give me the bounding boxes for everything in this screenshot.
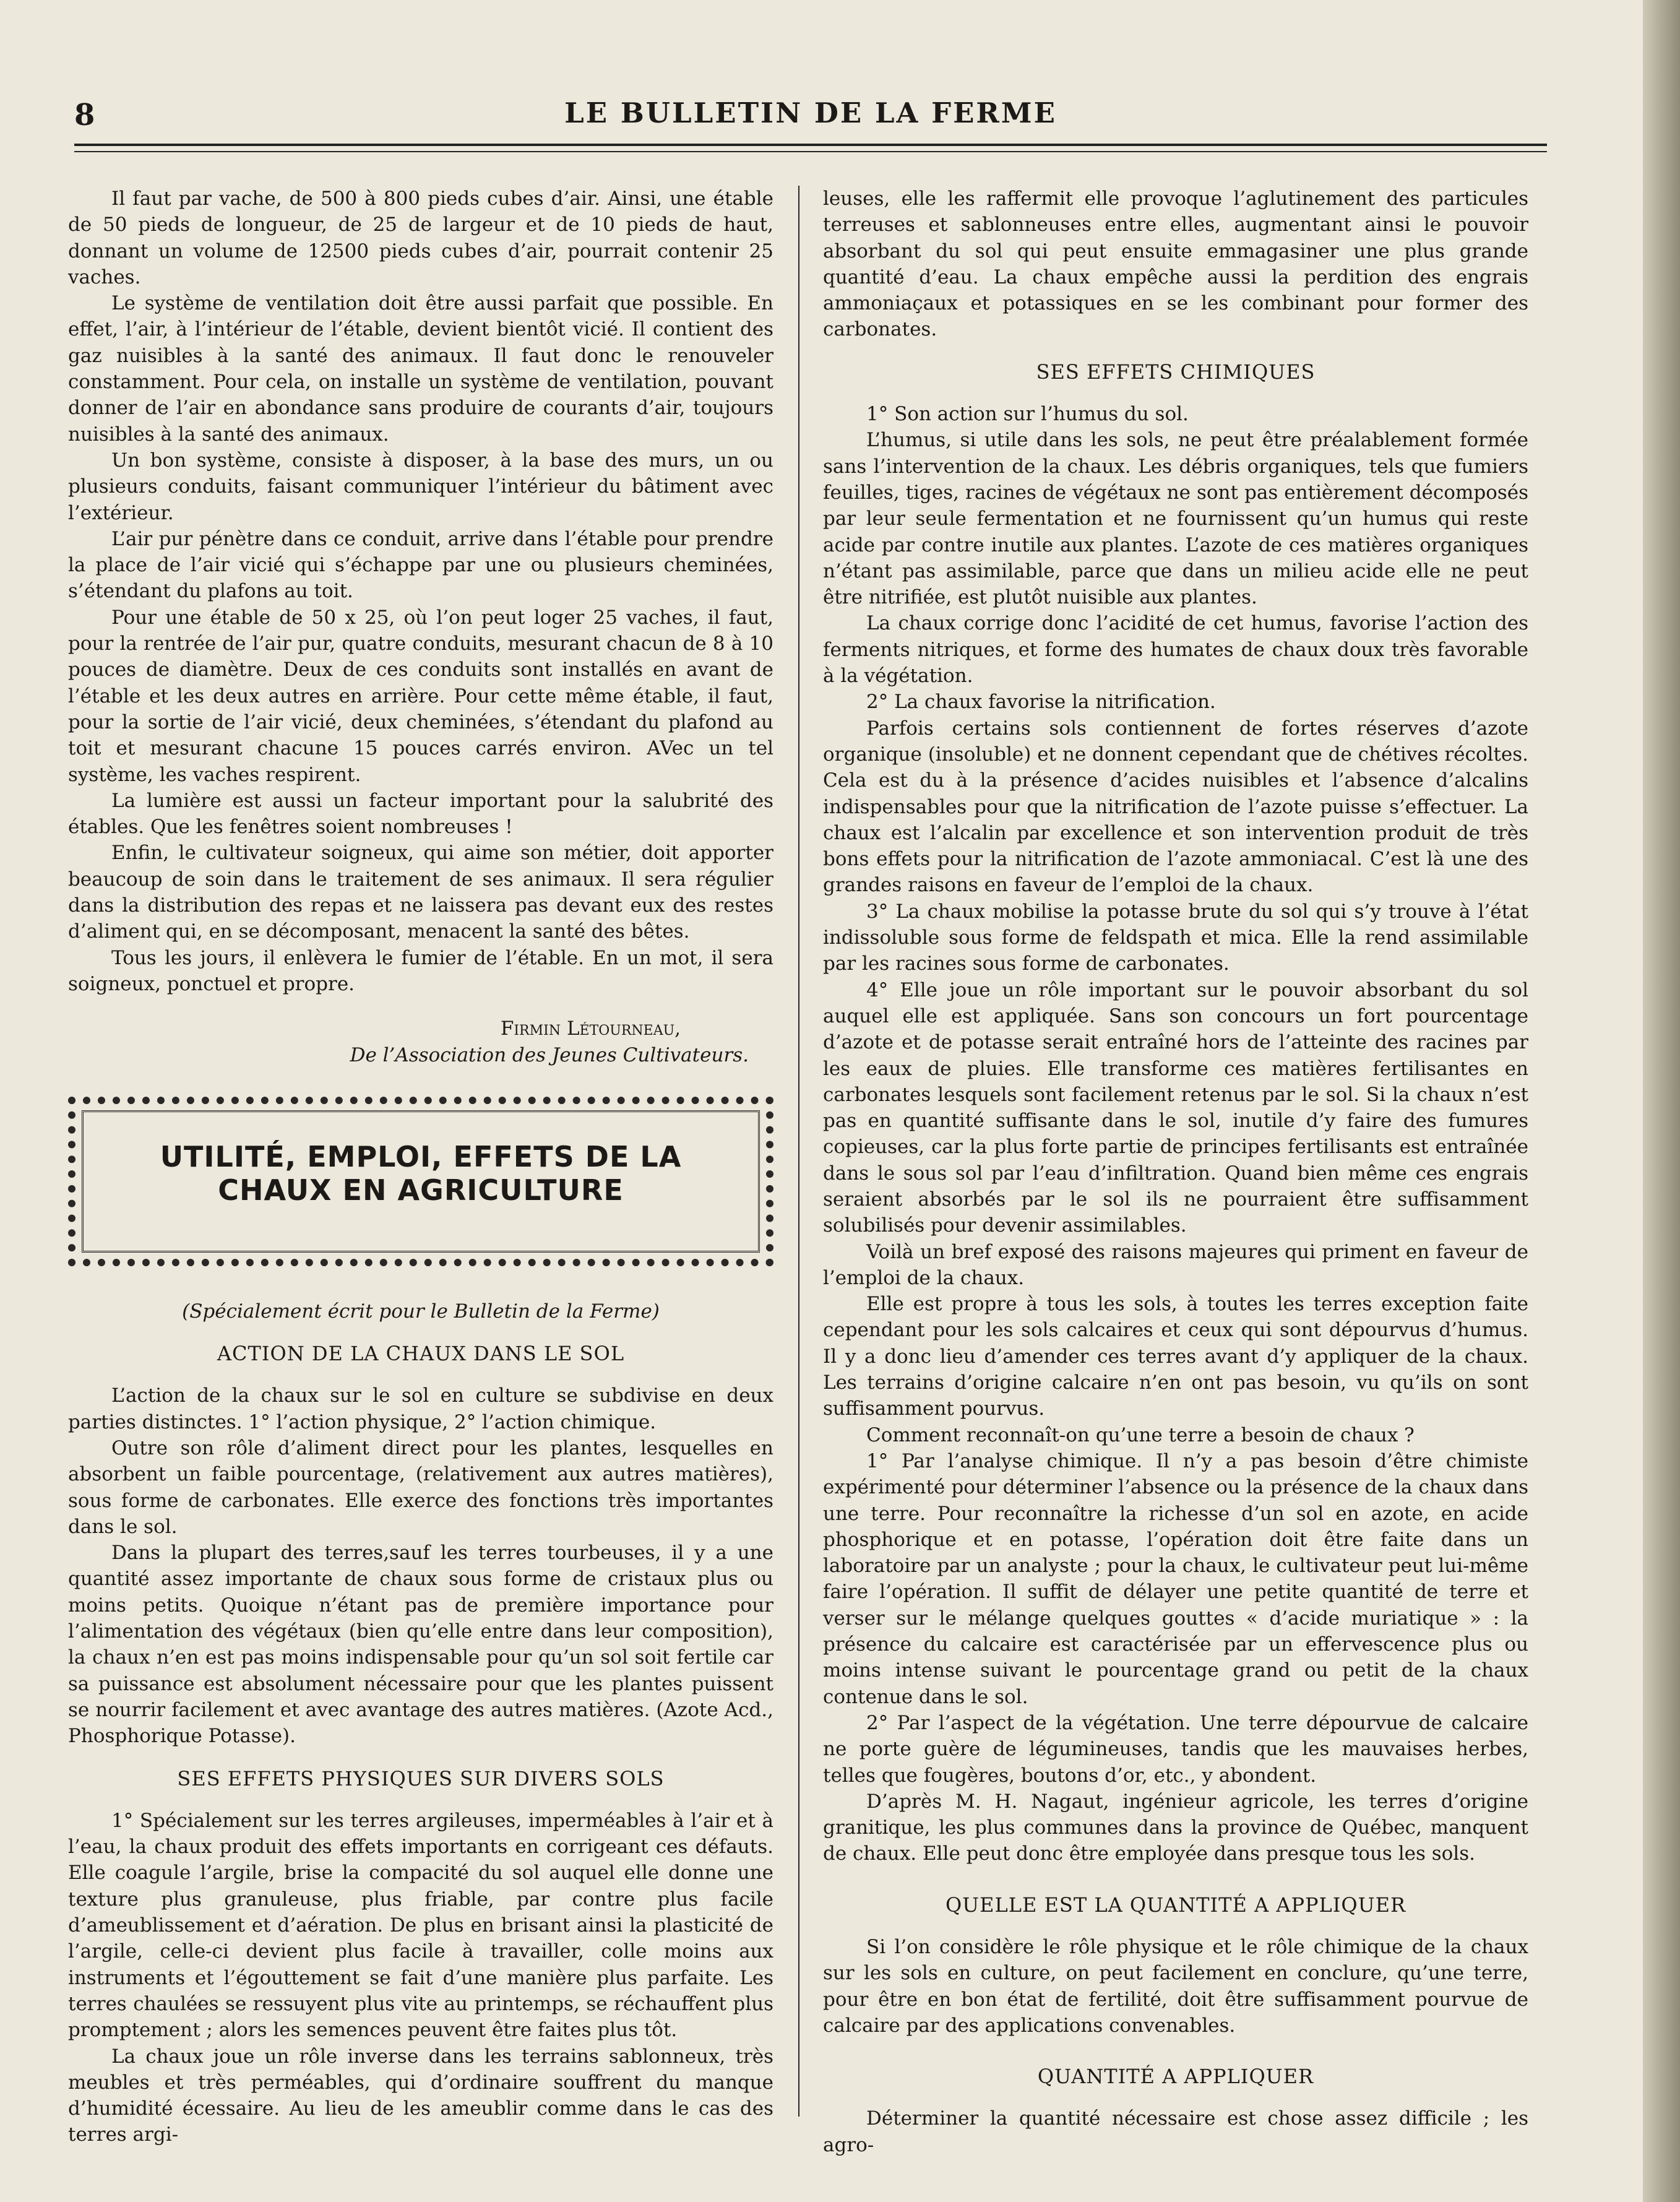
paragraph: Outre son rôle d’aliment direct pour les plantes, lesquelles en absorbent un faible pourcentage, (relativement aux autres matières), sous forme de carbonates. Elle exerce des fonctions très importantes dans le sol. — [68, 1436, 773, 1538]
paragraph: L’action de la chaux sur le sol en culture se subdivise en deux parties distinctes. 1° l’action physique, 2° l’action chimique. — [68, 1384, 773, 1433]
article-title-box — [68, 1097, 773, 1266]
column-divider — [798, 186, 799, 2117]
paragraph: D’après M. H. Nagaut, ingénieur agricole, les terres d’origine granitique, les plus communes dans la province de Québec, manquent de chaux. Elle peut donc être employée dans presque tous les sols. — [823, 1790, 1528, 1865]
paragraph: Voilà un bref exposé des raisons majeures qui priment en faveur de l’emploi de la chaux. — [823, 1240, 1528, 1289]
paragraph: 1° Par l’analyse chimique. Il n’y a pas besoin d’être chimiste expérimenté pour déterminer l’absence ou la présence de la chaux dans une terre. Pour reconnaître la richesse d’un sol en azote, en acide phosphorique et en potasse, l’opération doit être faite dans un laboratoire par un analyste ; pour la chaux, le cultivateur peut lui-même faire l’opération. Il suffit de délayer une petite quantité de terre et verser sur le mélange quelques gouttes « d’acide muriatique » : la présence du calcaire est caractérisée par un effervescence plus ou moins intense suivant le pourcentage grand ou petit de la chaux contenue dans le sol. — [823, 1449, 1528, 1708]
paragraph: La chaux joue un rôle inverse dans les terrains sablonneux, très meubles et très perméables, qui d’ordinaire souffrent du manque d’humidité écessaire. Au lieu de les ameublir comme dans le cas des terres argi- — [68, 2045, 773, 2146]
header-rule — [74, 144, 1547, 146]
paragraph: leuses, elle les raffermit elle provoque l’aglutinement des particules terreuses et sablonneuses entre elles, augmentant ainsi le pouvoir absorbant du sol qui peut ensuite emmagasiner une plus grande quantité d’eau. La chaux empêche aussi la perdition des engrais ammoniaçaux et potassiques en se les combinant pour former des carbonates. — [823, 188, 1528, 341]
binding-edge — [1643, 0, 1680, 2202]
paragraph: L’humus, si utile dans les sols, ne peut être préalablement formée sans l’intervention de la chaux. Les débris organiques, tels que fumiers feuilles, tiges, racines de végétaux ne sont pas entièrement décomposés par leur seule fermentation et ne fournissent qu’un humus qui reste acide par contre inutile aux plantes. L’azote de ces matières organiques n’étant pas assimilable, parce que dans un milieu acide elle ne peut être nitrifiée, est plutôt nuisible aux plantes. — [823, 429, 1528, 609]
paragraph: L’air pur pénètre dans ce conduit, arrive dans l’étable pour prendre la place de l’air vicié qui s’échappe par une ou plusieurs cheminées, s’étendant du plafons au toit. — [68, 527, 773, 603]
paragraph: Tous les jours, il enlèvera le fumier de l’étable. En un mot, il sera soigneux, ponctuel et propre. — [68, 946, 773, 995]
paragraph: La chaux corrige donc l’acidité de cet humus, favorise l’action des ferments nitriques, et forme des humates de chaux doux très favorable à la végétation. — [823, 612, 1528, 688]
byline: (Spécialement écrit pour le Bulletin de la Ferme) — [182, 1300, 660, 1323]
paragraph: Elle est propre à tous les sols, à toutes les terres exception faite cependant pour les sols calcaires et ceux qui sont dépourvus d’humus. Il y a donc lieu d’amender ces terres avant d’y appliquer de la chaux. Les terrains d’origine calcaire n’en ont pas besoin, vu qu’ils on sont suffisamment pourvus. — [823, 1293, 1528, 1420]
paragraph: 2° La chaux favorise la nitrification. — [866, 691, 1216, 714]
paragraph: Si l’on considère le rôle physique et le rôle chimique de la chaux sur les sols en culture, on peut facilement en conclure, qu’une terre, pour être en bon état de fertilité, doit être suffisamment pourvue de calcaire par des applications convenables. — [823, 1936, 1528, 2037]
paragraph: Un bon système, consiste à disposer, à la base des murs, un ou plusieurs conduits, faisant communiquer l’intérieur du bâtiment avec l’extérieur. — [68, 449, 773, 524]
paragraph: Dans la plupart des terres,sauf les terres tourbeuses, il y a une quantité assez importante de chaux sous forme de cristaux plus ou moins petits. Quoique n’étant pas de première importance pour l’alimentation des végétaux (bien qu’elle entre dans leur composition), la chaux n’en est pas moins indispensable pour qu’un sol soit fertile car sa puissance est absolument nécessaire pour que les plantes puissent se nourrir facilement et avec avantage des autres matières. (Azote Acd., Phosphorique Potasse). — [68, 1542, 773, 1748]
paragraph: Déterminer la quantité nécessaire est chose assez difficile ; les agro- — [823, 2107, 1528, 2156]
paragraph: 2° Par l’aspect de la végétation. Une terre dépourvue de calcaire ne porte guère de légumineuses, tandis que les mauvaises herbes, telles que fougères, boutons d’or, etc., y abondent. — [823, 1711, 1528, 1787]
right-column — [823, 186, 1528, 2158]
article-title: UTILITÉ, EMPLOI, EFFETS DE LA CHAUX EN AGRICULTURE — [160, 1139, 682, 1207]
section-heading: QUANTITÉ A APPLIQUER — [1037, 2065, 1314, 2089]
paragraph: Parfois certains sols contiennent de fortes réserves d’azote organique (insoluble) et ne donnent cependant que de chétives récoltes. Cela est du à la présence d’acides nuisibles et l’absence d’alcalins indispensables pour que la nitrification de l’azote puisse s’effectuer. La chaux est l’alcalin par excellence et son intervention produit de très bons effets pour la nitrification de l’azote ammoniacal. C’est là une des grandes raisons en faveur de l’emploi de la chaux. — [823, 717, 1528, 897]
page-number: 8 — [74, 98, 95, 132]
paragraph: Enfin, le cultivateur soigneux, qui aime son métier, doit apporter beaucoup de soin dans le traitement de ses animaux. Il sera régulier dans la distribution des repas et ne laissera pas devant eux des restes d’aliment qui, en se décomposant, menacent la santé des bêtes. — [68, 842, 773, 943]
signature-association: De l’Association des Jeunes Cultivateurs. — [350, 1043, 749, 1066]
section-heading: SES EFFETS PHYSIQUES SUR DIVERS SOLS — [177, 1766, 665, 1790]
paragraph: 3° La chaux mobilise la potasse brute du sol qui s’y trouve à l’état indissoluble sous forme de feldspath et mica. Elle la rend assimilable par les racines sous forme de carbonates. — [823, 900, 1528, 975]
section-heading: SES EFFETS CHIMIQUES — [1036, 360, 1316, 384]
section-heading: QUELLE EST LA QUANTITÉ A APPLIQUER — [945, 1893, 1406, 1917]
paragraph: 1° Spécialement sur les terres argileuses, imperméables à l’air et à l’eau, la chaux produit des effets importants en corrigeant ces défauts. Elle coagule l’argile, brise la compacité du sol auquel elle donne une texture plus granuleuse, plus friable, par contre plus facile d’ameublissement et d’aération. De plus en brisant ainsi la plasticité de l’argile, celle-ci devient plus facile à travailler, colle moins aux instruments et l’égouttement se fait d’une manière plus parfaite. Les terres chaulées se ressuyent plus vite au printemps, se réchauffent plus promptement ; alors les semences peuvent être faites plus tôt. — [68, 1809, 773, 2042]
paragraph: La lumière est aussi un facteur important pour la salubrité des étables. Que les fenêtres soient nombreuses ! — [68, 789, 773, 839]
paragraph: Il faut par vache, de 500 à 800 pieds cubes d’air. Ainsi, une étable de 50 pieds de longueur, de 25 de largeur et de 10 pieds de haut, donnant un volume de 12500 pieds cubes d’air, pourrait contenir 25 vaches. — [68, 188, 773, 288]
signature-name: Firmin Létourneau, — [500, 1017, 681, 1040]
running-title: LE BULLETIN DE LA FERME — [564, 97, 1057, 129]
paragraph: Comment reconnaît-on qu’une terre a besoin de chaux ? — [866, 1423, 1415, 1446]
left-column — [68, 186, 773, 2148]
paragraph: 1° Son action sur l’humus du sol. — [866, 403, 1189, 426]
page-header — [74, 93, 1547, 161]
section-heading: ACTION DE LA CHAUX DANS LE SOL — [217, 1342, 625, 1366]
paragraph: 4° Elle joue un rôle important sur le pouvoir absorbant du sol auquel elle est appliquée. Sans son concours un fort pourcentage d’azote et de potasse serait entraîné hors de l’atteinte des racines par les eaux de pluies. Elle transforme ces matières fertilisantes en carbonates lesquels sont facilement retenus par le sol. Si la chaux n’est pas en quantité suffisante dans le sol, inutile d’y faire des fumures copieuses, car la plus forte partie de principes fertilisants est entraînée dans le sous sol par l’eau d’infiltration. Quand bien même ces engrais seraient absorbés par le sol ils ne pourraient être suffisamment solubilisés pour devenir assimilables. — [823, 978, 1528, 1237]
paragraph: Le système de ventilation doit être aussi parfait que possible. En effet, l’air, à l’intérieur de l’étable, devient bientôt vicié. Il contient des gaz nuisibles à la santé des animaux. Il faut donc le renouveler constamment. Pour cela, on installe un système de ventilation, pouvant donner de l’air en abondance sans produire de courants d’air, toujours nuisibles à la santé des animaux. — [68, 292, 773, 446]
paragraph: Pour une étable de 50 x 25, où l’on peut loger 25 vaches, il faut, pour la rentrée de l’air pur, quatre conduits, mesurant chacun de 8 à 10 pouces de diamètre. Deux de ces conduits sont installés en avant de l’étable et les deux autres en arrière. Pour cette même étable, il faut, pour la sortie de l’air vicié, deux cheminées, s’étendant du plafond au toit et mesurant chacune 15 pouces carrés environ. AVec un tel système, les vaches respirent. — [68, 606, 773, 786]
header-rule-thin — [74, 151, 1547, 152]
